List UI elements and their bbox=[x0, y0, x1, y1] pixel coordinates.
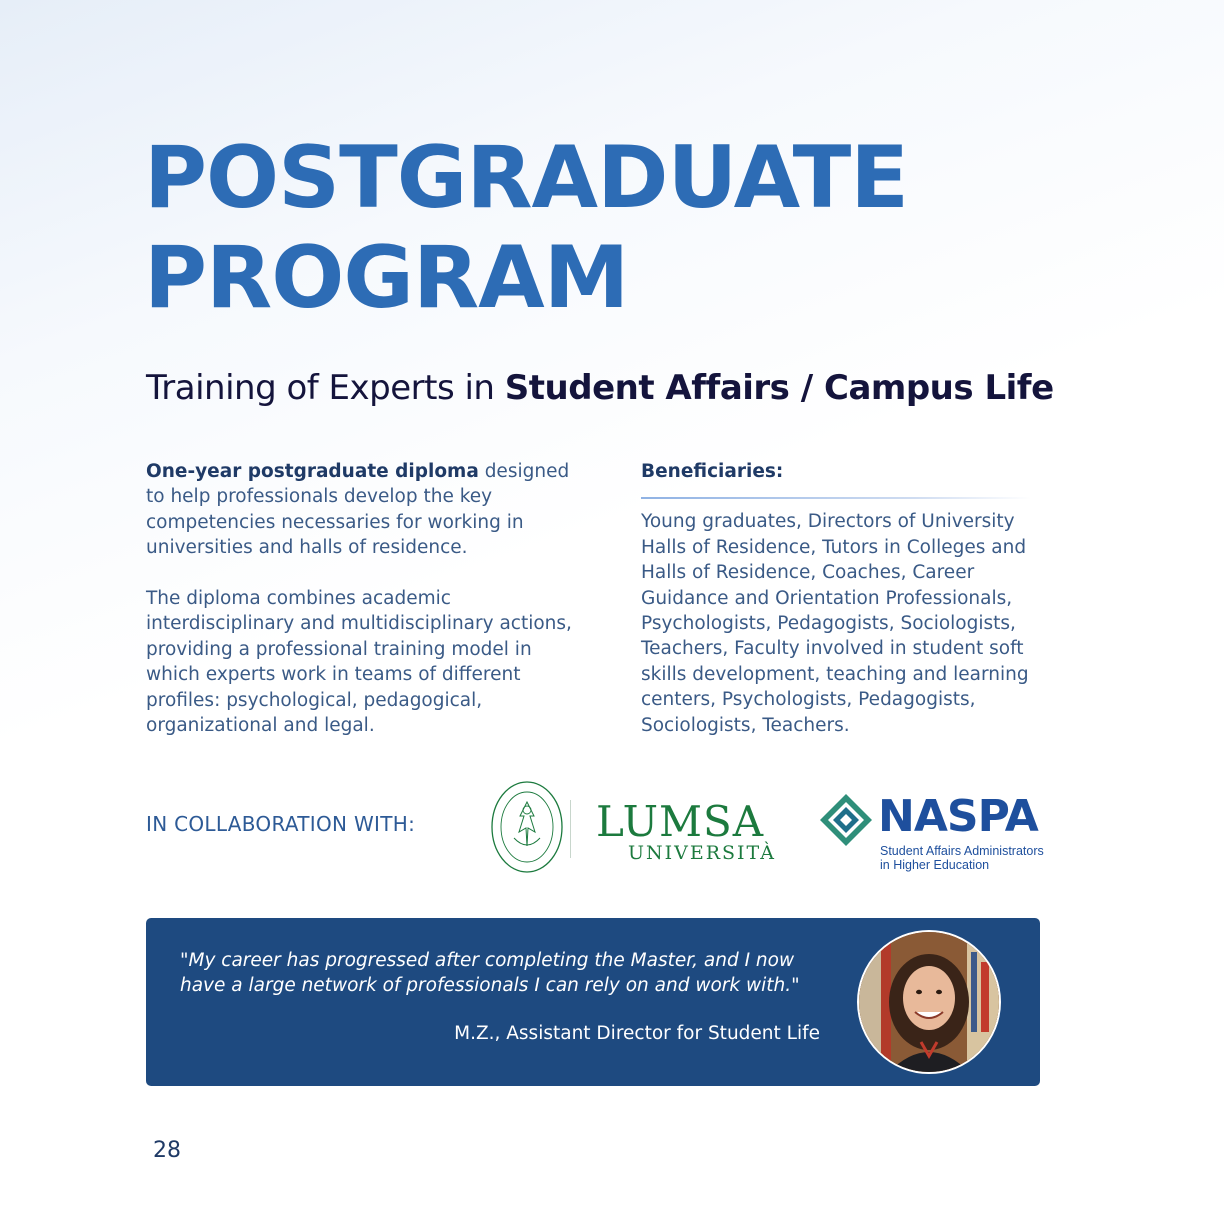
naspa-tagline-line-1: Student Affairs Administrators bbox=[880, 844, 1044, 858]
beneficiaries-text: Young graduates, Directors of University Halls of Residence, Tutors in Colleges and Halls of Residence, Coaches, Career Guidance and Orientation Professionals, Psychologists, Pedagogists, Sociologists, Teachers, Faculty involved in student soft skills development, teaching and learning centers, Psychologists, Pedagogists, Sociologists, Teachers. bbox=[641, 511, 1029, 736]
title-line-1: POSTGRADUATE bbox=[144, 128, 908, 228]
lumsa-subname: UNIVERSITÀ bbox=[628, 842, 776, 864]
person-photo-icon bbox=[859, 932, 999, 1072]
beneficiaries-label: Beneficiaries: bbox=[641, 461, 784, 482]
naspa-name: NASPA bbox=[878, 791, 1038, 842]
naspa-tagline-line-2: in Higher Education bbox=[880, 858, 990, 872]
page-number: 28 bbox=[153, 1138, 181, 1163]
intro-text: designed to help professionals develop the key competencies necessaries for working in universities and halls of residence. bbox=[146, 461, 570, 559]
title-line-2: PROGRAM bbox=[144, 228, 629, 328]
collaboration-label: IN COLLABORATION WITH: bbox=[146, 812, 416, 836]
beneficiaries-column bbox=[641, 459, 1041, 738]
naspa-diamond-icon bbox=[818, 792, 874, 848]
page-title bbox=[144, 128, 908, 328]
testimonial-box bbox=[146, 918, 1040, 1086]
subtitle-prefix: Training of Experts in bbox=[146, 368, 505, 408]
intro-paragraph-1 bbox=[146, 459, 586, 561]
testimonial-quote: "My career has progressed after completing the Master, and I now have a large network of professionals I can rely on and work with." bbox=[180, 950, 800, 997]
testimonial-author: M.Z., Assistant Director for Student Life bbox=[454, 1023, 820, 1044]
lumsa-logo bbox=[490, 780, 776, 874]
lumsa-divider bbox=[570, 800, 571, 858]
intro-paragraph-2: The diploma combines academic interdisciplinary and multidisciplinary actions, providing a professional training model in which experts work in teams of different profiles: psychological, pedagogical, organizational and legal. bbox=[146, 588, 572, 737]
subtitle-bold: Student Affairs / Campus Life bbox=[504, 368, 1054, 408]
intro-bold: One-year postgraduate diploma bbox=[146, 461, 479, 482]
naspa-tagline bbox=[880, 844, 1050, 872]
naspa-logo bbox=[818, 792, 1048, 876]
beneficiaries-divider bbox=[641, 497, 1031, 499]
intro-column bbox=[146, 459, 586, 764]
subtitle bbox=[146, 364, 1054, 412]
avatar bbox=[857, 930, 1001, 1074]
lumsa-seal-icon bbox=[490, 780, 564, 874]
lumsa-name: LUMSA bbox=[596, 797, 765, 846]
